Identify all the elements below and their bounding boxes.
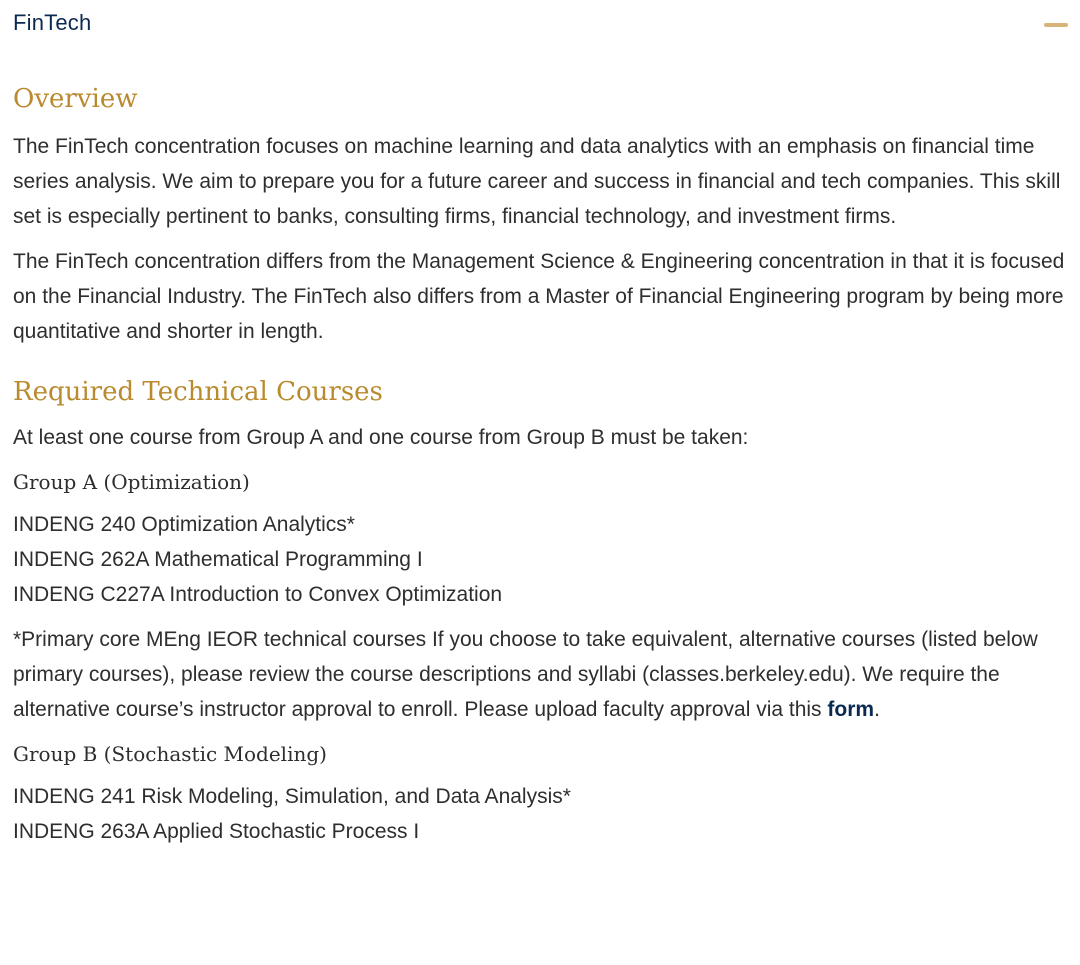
overview-paragraph: The FinTech concentration focuses on machine learning and data analytics with an emphasis on financial time series analysis. We aim to prepare you for a future career and success in financial and tech companies. This skill set is especially pertinent to banks, consulting firms, financial technology, and investment firms. — [13, 135, 1061, 229]
form-link[interactable]: form — [827, 698, 875, 722]
minus-icon — [1044, 23, 1068, 27]
course-item: INDENG 241 Risk Modeling, Simulation, and Data Analysis* — [13, 785, 571, 809]
course-item: INDENG C227A Introduction to Convex Optimization — [13, 583, 503, 607]
accordion-header[interactable] — [13, 0, 1067, 50]
group-a-course-list — [13, 507, 1067, 612]
collapse-button[interactable] — [1044, 15, 1068, 35]
required-courses-heading: Required Technical Courses — [13, 377, 383, 408]
note-text: *Primary core MEng IEOR technical courses If you choose to take equivalent, alternative courses (listed below primary courses), please review the course descriptions and syllabi (classes.berkeley.edu). We require the alternative course’s instructor approval to enroll. Please upload faculty approval via this — [13, 628, 1038, 722]
group-b-title: Group B (Stochastic Modeling) — [13, 742, 327, 767]
overview-heading: Overview — [13, 84, 138, 114]
overview-paragraph: The FinTech concentration differs from the Management Science & Engineering concentration in that it is focused on the Financial Industry. The FinTech also differs from a Master of Financial Engineering program by being more quantitative and shorter in length. — [13, 250, 1065, 344]
course-item: INDENG 262A Mathematical Programming I — [13, 548, 423, 572]
group-b-course-list — [13, 779, 1067, 849]
note-end: . — [874, 698, 880, 722]
accordion-title[interactable]: FinTech — [13, 10, 92, 35]
course-item: INDENG 263A Applied Stochastic Process I — [13, 820, 420, 844]
primary-core-note — [13, 622, 1067, 727]
course-item: INDENG 240 Optimization Analytics* — [13, 513, 355, 537]
group-a-title: Group A (Optimization) — [13, 470, 250, 495]
required-intro: At least one course from Group A and one course from Group B must be taken: — [13, 426, 749, 450]
accordion-content — [13, 84, 1067, 849]
